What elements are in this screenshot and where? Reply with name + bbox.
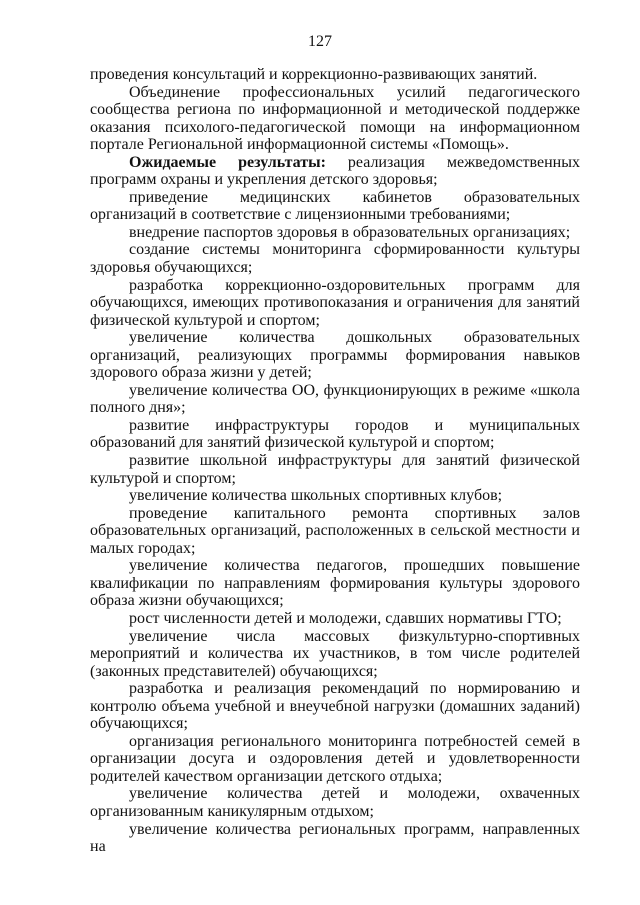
- paragraph-text: проведение капитального ремонта спортивных залов образовательных организаций, расположенных в сельской местности и малых городах;: [90, 504, 580, 557]
- paragraph-text: увеличение количества педагогов, прошедших повышение квалификации по направлениям формирования культуры здорового образа жизни обучающихся;: [90, 557, 580, 610]
- paragraph: [90, 417, 580, 452]
- paragraph-text: создание системы мониторинга сформированности культуры здоровья обучающихся;: [90, 241, 580, 277]
- paragraph-text: разработка коррекционно-оздоровительных программ для обучающихся, имеющих противопоказания и ограничения для занятий физической культурой и спортом;: [90, 276, 580, 329]
- paragraph-text: реализация межведомственных программ охраны и укрепления детского здоровья;: [90, 153, 580, 189]
- paragraph: [90, 329, 580, 382]
- page-number: 127: [308, 33, 332, 50]
- paragraph: [90, 84, 580, 154]
- paragraph: [90, 189, 580, 224]
- paragraph: [90, 241, 580, 276]
- expected-results-heading: Ожидаемые результаты:: [129, 153, 326, 171]
- paragraph: [90, 224, 580, 242]
- paragraph: [90, 557, 580, 610]
- paragraph-text: увеличение числа массовых физкультурно-спортивных мероприятий и количества их участников, в том числе родителей (законных представителей) обучающихся;: [90, 627, 580, 680]
- paragraph-text: организация регионального мониторинга потребностей семей в организации досуга и оздоровления детей и удовлетворенности родителей качеством организации детского отдыха;: [90, 732, 580, 785]
- paragraph-text: развитие инфраструктуры городов и муниципальных образований для занятий физической культурой и спортом;: [90, 416, 580, 452]
- document-body: [90, 66, 580, 856]
- paragraph-text: рост численности детей и молодежи, сдавших нормативы ГТО;: [129, 609, 562, 627]
- paragraph-text: проведения консультаций и коррекционно-развивающих занятий.: [90, 66, 538, 83]
- paragraph: [90, 628, 580, 681]
- paragraph-text: Объединение профессиональных усилий педагогического сообщества региона по информационной и методической поддержке оказания психолого-педагогической помощи на информационном портале Региональной информационной системы «Помощь».: [90, 83, 580, 154]
- paragraph: [90, 487, 580, 505]
- paragraph: [90, 452, 580, 487]
- paragraph-text: увеличение количества детей и молодежи, охваченных организованным каникулярным отдыхом;: [90, 785, 580, 820]
- paragraph: [90, 66, 580, 84]
- paragraph-text: разработка и реализация рекомендаций по нормированию и контролю объема учебной и внеучебной нагрузки (домашних заданий) обучающихся;: [90, 680, 580, 733]
- paragraph-text: внедрение паспортов здоровья в образовательных организациях;: [129, 223, 571, 241]
- paragraph: [90, 733, 580, 786]
- paragraph: [90, 277, 580, 330]
- paragraph-text: развитие школьной инфраструктуры для занятий физической культурой и спортом;: [90, 452, 580, 487]
- expected-results-paragraph: [90, 154, 580, 189]
- paragraph-text: приведение медицинских кабинетов образовательных организаций в соответствие с лицензионными требованиями;: [90, 188, 580, 224]
- paragraph: [90, 680, 580, 733]
- paragraph: [90, 382, 580, 417]
- paragraph: [90, 821, 580, 856]
- paragraph: [90, 505, 580, 558]
- paragraph: [90, 785, 580, 820]
- paragraph-text: увеличение количества ОО, функционирующих в режиме «школа полного дня»;: [90, 381, 580, 417]
- paragraph: [90, 610, 580, 628]
- paragraph-text: увеличение количества дошкольных образовательных организаций, реализующих программы формирования навыков здорового образа жизни у детей;: [90, 329, 580, 382]
- paragraph-text: увеличение количества региональных программ, направленных на: [90, 820, 580, 856]
- paragraph-text: увеличение количества школьных спортивных клубов;: [129, 487, 503, 505]
